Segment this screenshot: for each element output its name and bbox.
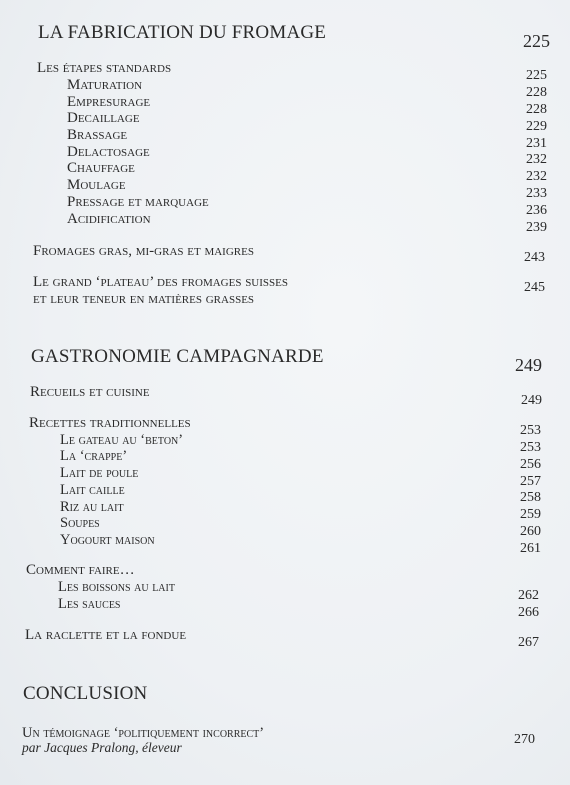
toc-entry-moulage: Moulage (67, 177, 126, 193)
toc-entry-gateau: Le gateau au ‘beton’ (60, 432, 184, 448)
toc-page-lait-de-poule: 257 (520, 474, 541, 489)
toc-page-pressage: 236 (526, 203, 547, 218)
toc-page-recettes: 253 (520, 423, 541, 438)
toc-page-recueils: 249 (521, 393, 542, 408)
toc-entry-plateau-cont: et leur teneur en matières grasses (33, 291, 255, 307)
section-title-gastronomie: GASTRONOMIE CAMPAGNARDE (31, 346, 324, 367)
toc-entry-etapes: Les étapes standards (37, 60, 172, 76)
toc-entry-raclette: La raclette et la fondue (25, 627, 187, 643)
toc-page-sauces: 266 (518, 605, 539, 620)
toc-page-raclette: 267 (518, 635, 539, 650)
toc-page-crappe: 256 (520, 457, 541, 472)
toc-entry-riz-au-lait: Riz au lait (60, 499, 124, 515)
toc-page-temoignage: 270 (514, 732, 535, 747)
toc-page-boissons: 262 (518, 588, 539, 603)
toc-page-yogourt: 261 (520, 541, 541, 556)
toc-page-chauffage: 232 (526, 169, 547, 184)
toc-entry-plateau: Le grand ‘plateau’ des fromages suisses (33, 274, 288, 290)
toc-entry-temoignage: Un témoignage ‘politiquement incorrect’ (22, 725, 265, 741)
section-title-conclusion: CONCLUSION (23, 683, 148, 704)
toc-entry-decaillage: Decaillage (67, 110, 140, 126)
toc-entry-delactosage: Delactosage (67, 144, 150, 160)
section-page-fabrication: 225 (523, 31, 550, 51)
toc-page-lait-caille: 258 (520, 490, 541, 505)
section-title-fabrication: LA FABRICATION DU FROMAGE (38, 22, 327, 43)
toc-entry-recettes: Recettes traditionnelles (29, 415, 191, 431)
toc-entry-lait-caille: Lait caille (60, 482, 125, 498)
toc-entry-empresurage: Empresurage (67, 94, 151, 110)
toc-entry-comment-faire: Comment faire… (26, 562, 135, 578)
toc-entry-sauces: Les sauces (58, 596, 121, 612)
toc-page-brassage: 231 (526, 136, 547, 151)
toc-page-soupes: 260 (520, 524, 541, 539)
toc-page-delactosage: 232 (526, 152, 547, 167)
toc-page-gateau: 253 (520, 440, 541, 455)
toc-entry-chauffage: Chauffage (67, 160, 135, 176)
toc-entry-pressage: Pressage et marquage (67, 194, 209, 210)
toc-page-fromages-gras: 243 (524, 250, 545, 265)
toc-entry-yogourt: Yogourt maison (60, 532, 155, 548)
toc-entry-soupes: Soupes (60, 515, 100, 531)
toc-entry-recueils: Recueils et cuisine (30, 384, 150, 400)
toc-page-acidification: 239 (526, 220, 547, 235)
toc-entry-crappe: La ‘crappe’ (60, 448, 128, 464)
toc-entry-acidification: Acidification (67, 211, 151, 227)
toc-entry-fromages-gras: Fromages gras, mi-gras et maigres (33, 243, 254, 259)
toc-page-plateau: 245 (524, 280, 545, 295)
toc-entry-brassage: Brassage (67, 127, 128, 143)
toc-page-maturation: 228 (526, 85, 547, 100)
toc-page-empresurage: 228 (526, 102, 547, 117)
toc-page-etapes: 225 (526, 68, 547, 83)
toc-entry-author: par Jacques Pralong, éleveur (22, 740, 182, 755)
toc-page-riz-au-lait: 259 (520, 507, 541, 522)
toc-entry-lait-de-poule: Lait de poule (60, 465, 139, 481)
toc-page-moulage: 233 (526, 186, 547, 201)
toc-page-decaillage: 229 (526, 119, 547, 134)
toc-entry-boissons: Les boissons au lait (58, 579, 175, 595)
toc-entry-maturation: Maturation (67, 77, 143, 93)
section-page-gastronomie: 249 (515, 355, 542, 375)
